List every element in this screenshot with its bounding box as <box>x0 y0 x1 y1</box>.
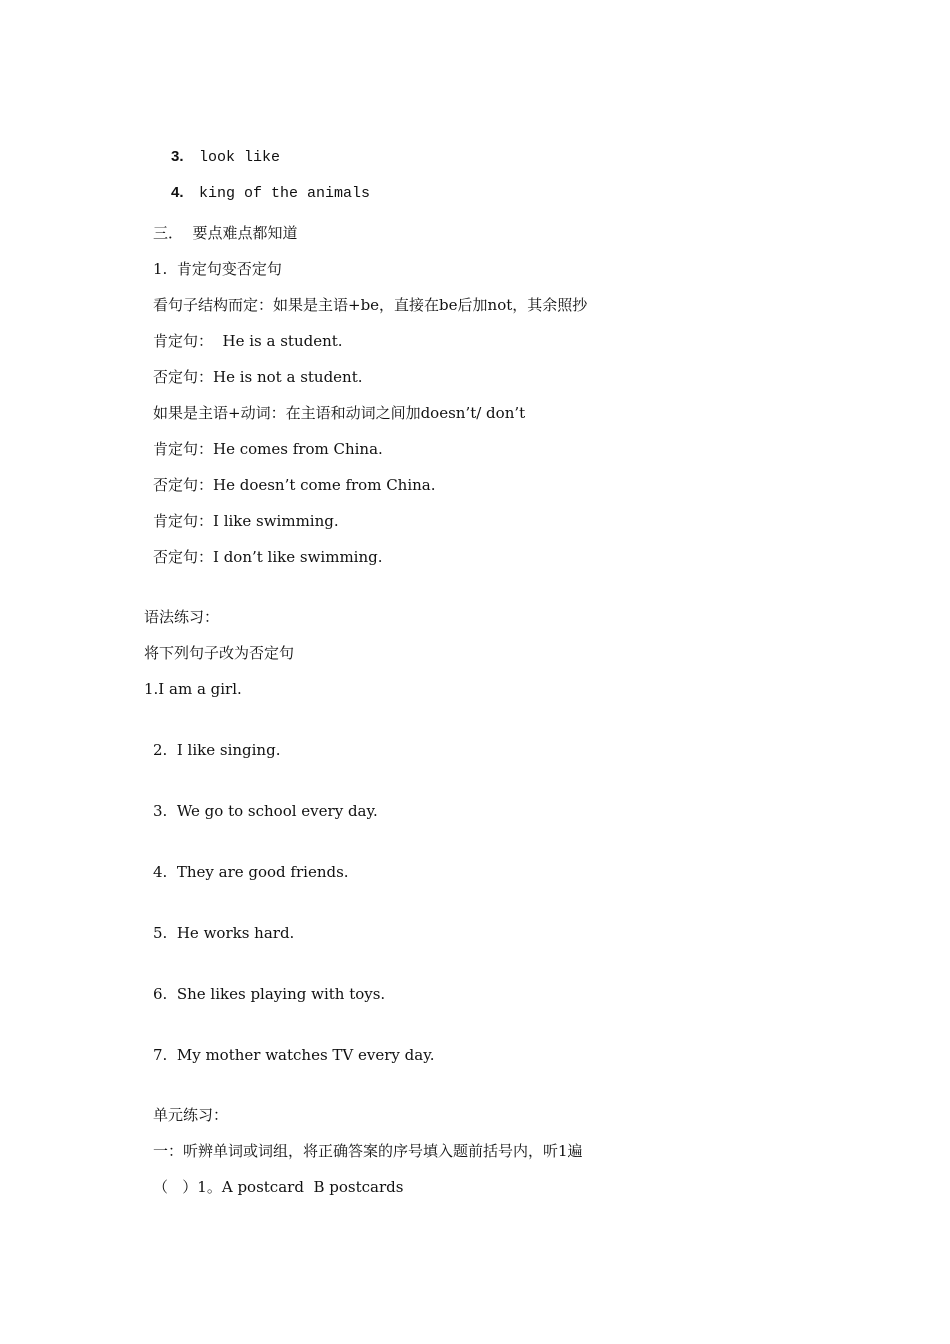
exercise-item: 4. They are good friends. <box>153 863 349 881</box>
unit-title: 单元练习： <box>153 1106 229 1124</box>
vocab-item <box>153 163 370 204</box>
example-positive: 肯定句： He is a student. <box>153 332 343 350</box>
vocab-text: king of the animals <box>199 185 371 202</box>
rule-text: 如果是主语+动词：在主语和动词之间加doesn’t/ don’t <box>153 404 526 422</box>
grammar-instruction: 将下列句子改为否定句 <box>144 644 295 662</box>
exercise-item: 5. He works hard. <box>153 924 295 942</box>
vocab-number: 4. <box>171 184 184 201</box>
unit-part-instruction: 一：听辨单词或词组，将正确答案的序号填入题前括号内，听1遍 <box>153 1142 583 1160</box>
exercise-item: 1.I am a girl. <box>144 680 242 698</box>
example-positive: 肯定句：I like swimming. <box>153 512 339 530</box>
exercise-item: 6. She likes playing with toys. <box>153 985 386 1003</box>
exercise-item: 3. We go to school every day. <box>153 802 378 820</box>
section-heading: 三． 要点难点都知道 <box>153 224 298 242</box>
question-item: （ ）1。A postcard B postcards <box>153 1178 404 1196</box>
example-negative: 否定句：I don’t like swimming. <box>153 548 383 566</box>
vocab-item <box>153 127 280 168</box>
vocab-text: look like <box>199 149 281 166</box>
vocab-number: 3. <box>171 148 184 165</box>
rule-text: 看句子结构而定：如果是主语+be，直接在be后加not，其余照抄 <box>153 296 588 314</box>
exercise-item: 2. I like singing. <box>153 741 281 759</box>
example-positive: 肯定句：He comes from China. <box>153 440 383 458</box>
exercise-item: 7. My mother watches TV every day. <box>153 1046 435 1064</box>
grammar-title: 语法练习： <box>144 608 220 626</box>
example-negative: 否定句：He doesn’t come from China. <box>153 476 436 494</box>
subsection-title: 1. 肯定句变否定句 <box>153 260 282 278</box>
example-negative: 否定句：He is not a student. <box>153 368 363 386</box>
